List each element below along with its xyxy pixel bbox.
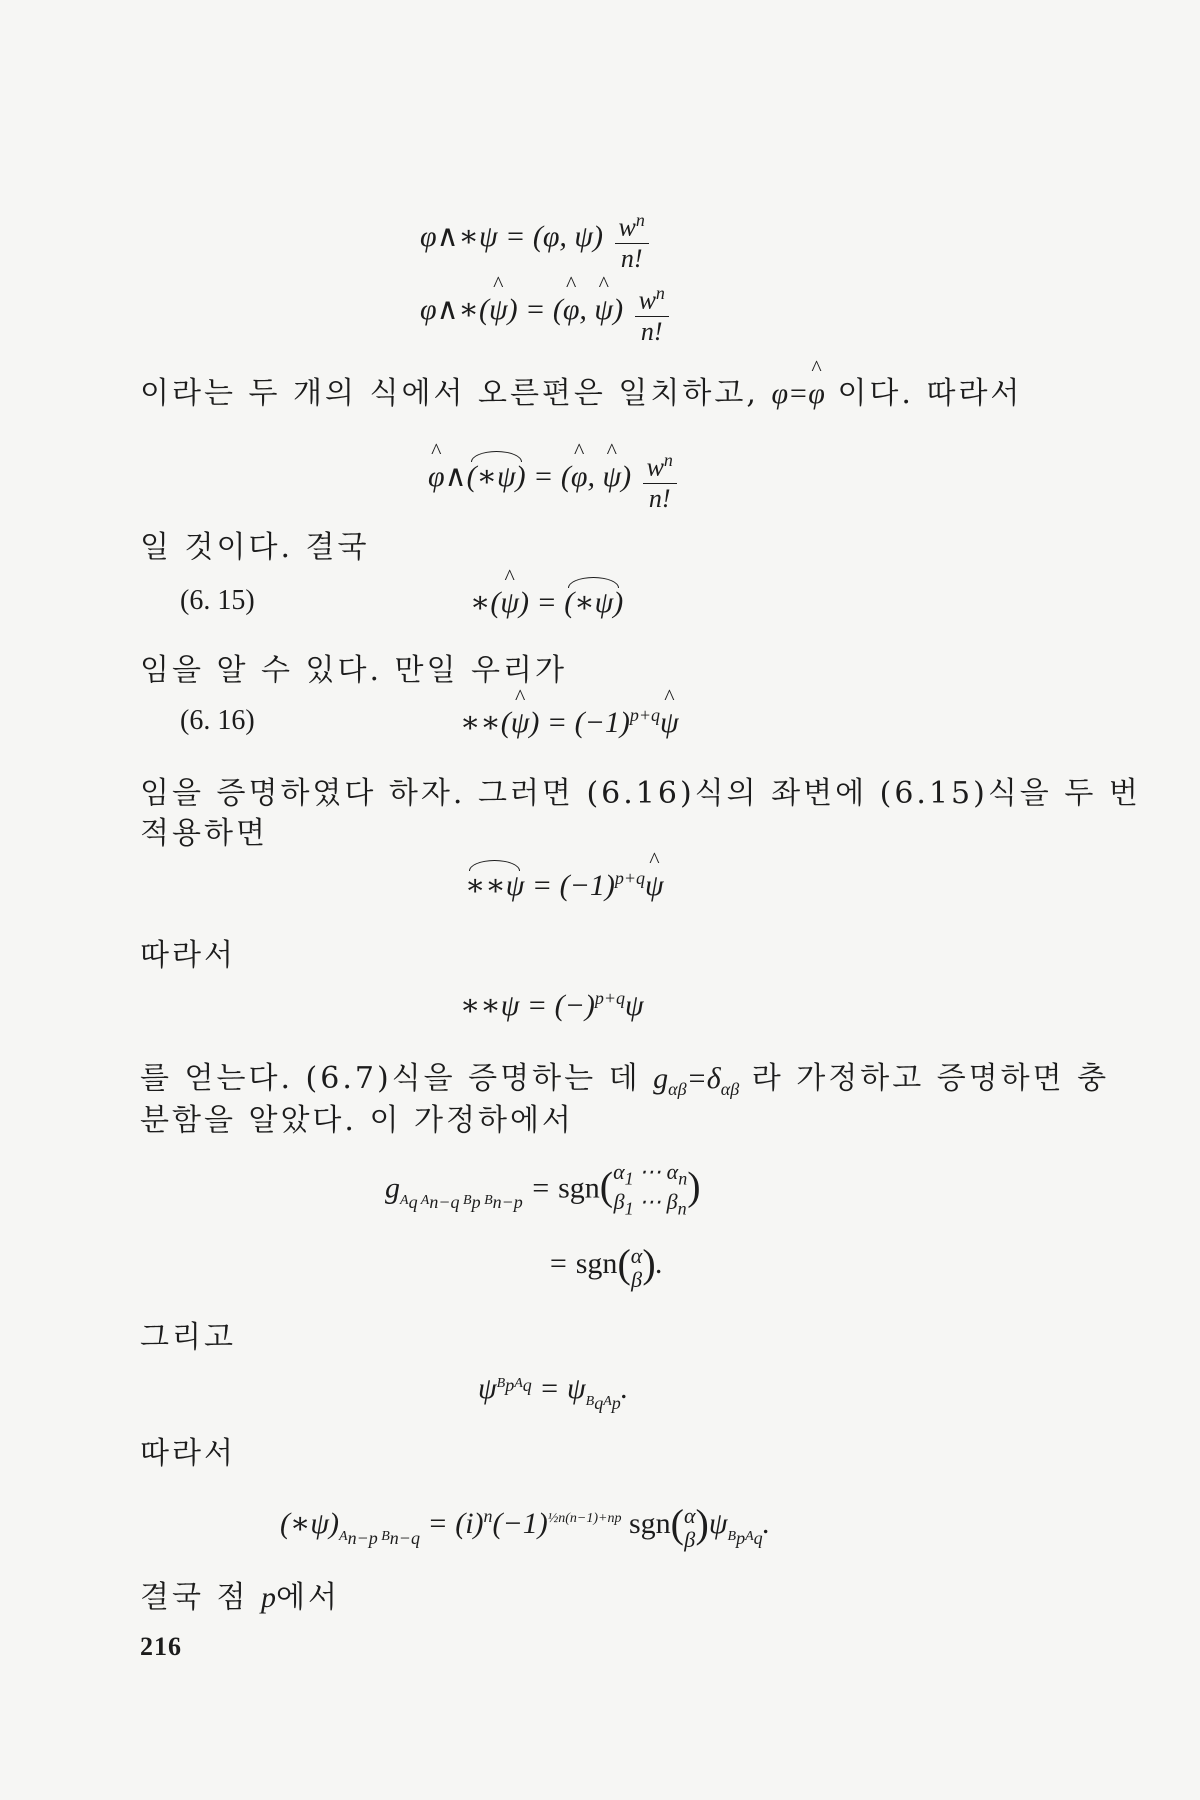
equation-psi-indices: $\psi^{B_pA_q} = \psi_{B_qA_p}$. <box>478 1372 629 1413</box>
equation-metric-sgn: $g_{A_q A_{n-q} B_p B_{n-p}} = sgn(\alpha_1$ ⋯ $\alpha_n$ $\beta_1$ ⋯ $\beta_n$) <box>385 1159 701 1219</box>
equation-number-6-15: (6. 15) <box>180 585 255 616</box>
paragraph-7: 를 얻는다. (6.7)식을 증명하는 데 $g_{\alpha\beta}=\delta_{\alpha\beta}$ 라 가정하고 증명하면 충 <box>140 1061 1110 1099</box>
equation-6-16: ∗∗(^ $\psi) = (-1)^{p+q}\^{}$ ψ <box>460 705 679 740</box>
equation-6-15: ∗(^ ψ) = (∗ψ) <box>470 585 623 620</box>
paragraph-9: 그리고 <box>140 1320 236 1355</box>
equation-hodge-inner-product-hat: φ∧∗(^ ψ) = (^ φ, ^ ψ) $\frac{w^n}{n!}$ <box>420 278 669 347</box>
paragraph-1: 이라는 두 개의 식에서 오른편은 일치하고, φ=^ φ 이다. 따라서 <box>140 368 1022 412</box>
paragraph-11: 결국 점 p에서 <box>140 1580 340 1615</box>
paragraph-10: 따라서 <box>140 1436 236 1471</box>
paragraph-5: 적용하면 <box>140 816 268 851</box>
equation-metric-sgn-short: = sgn(α β). <box>548 1241 664 1292</box>
equation-number-6-16: (6. 16) <box>180 705 255 736</box>
equation-double-star-hat: ∗∗ψ = $(-1)^{p+q}\^{}$ ψ <box>465 868 664 903</box>
paragraph-6: 따라서 <box>140 938 236 973</box>
equation-hodge-inner-product: φ∧∗ψ = (φ, ψ) $\frac{w^n}{n!}$ <box>420 205 649 274</box>
equation-star-psi: $(∗\psi)_{A_{n-p} B_{n-q}} = (i)^n(-1)^{\frac{1}{2}n(n-1)+np}$ sgn(α $\beta)\psi_{B_pA_q}$. <box>280 1501 771 1552</box>
paragraph-4: 임을 증명하였다 하자. 그러면 (6.16)식의 좌변에 (6.15)식을 두 번 <box>140 776 1141 811</box>
paragraph-8: 분함을 알았다. 이 가정하에서 <box>140 1103 574 1138</box>
paragraph-3: 임을 알 수 있다. 만일 우리가 <box>140 653 567 688</box>
equation-hat-wedge: ^ φ∧(∗ψ) = (^ φ, ^ ψ) $\frac{w^n}{n!}$ <box>428 445 677 514</box>
paragraph-2: 일 것이다. 결국 <box>140 530 370 565</box>
page-number: 216 <box>140 1632 182 1661</box>
equation-double-star: ∗∗ψ = $(-)^{p+q}\psi$ <box>460 988 644 1022</box>
